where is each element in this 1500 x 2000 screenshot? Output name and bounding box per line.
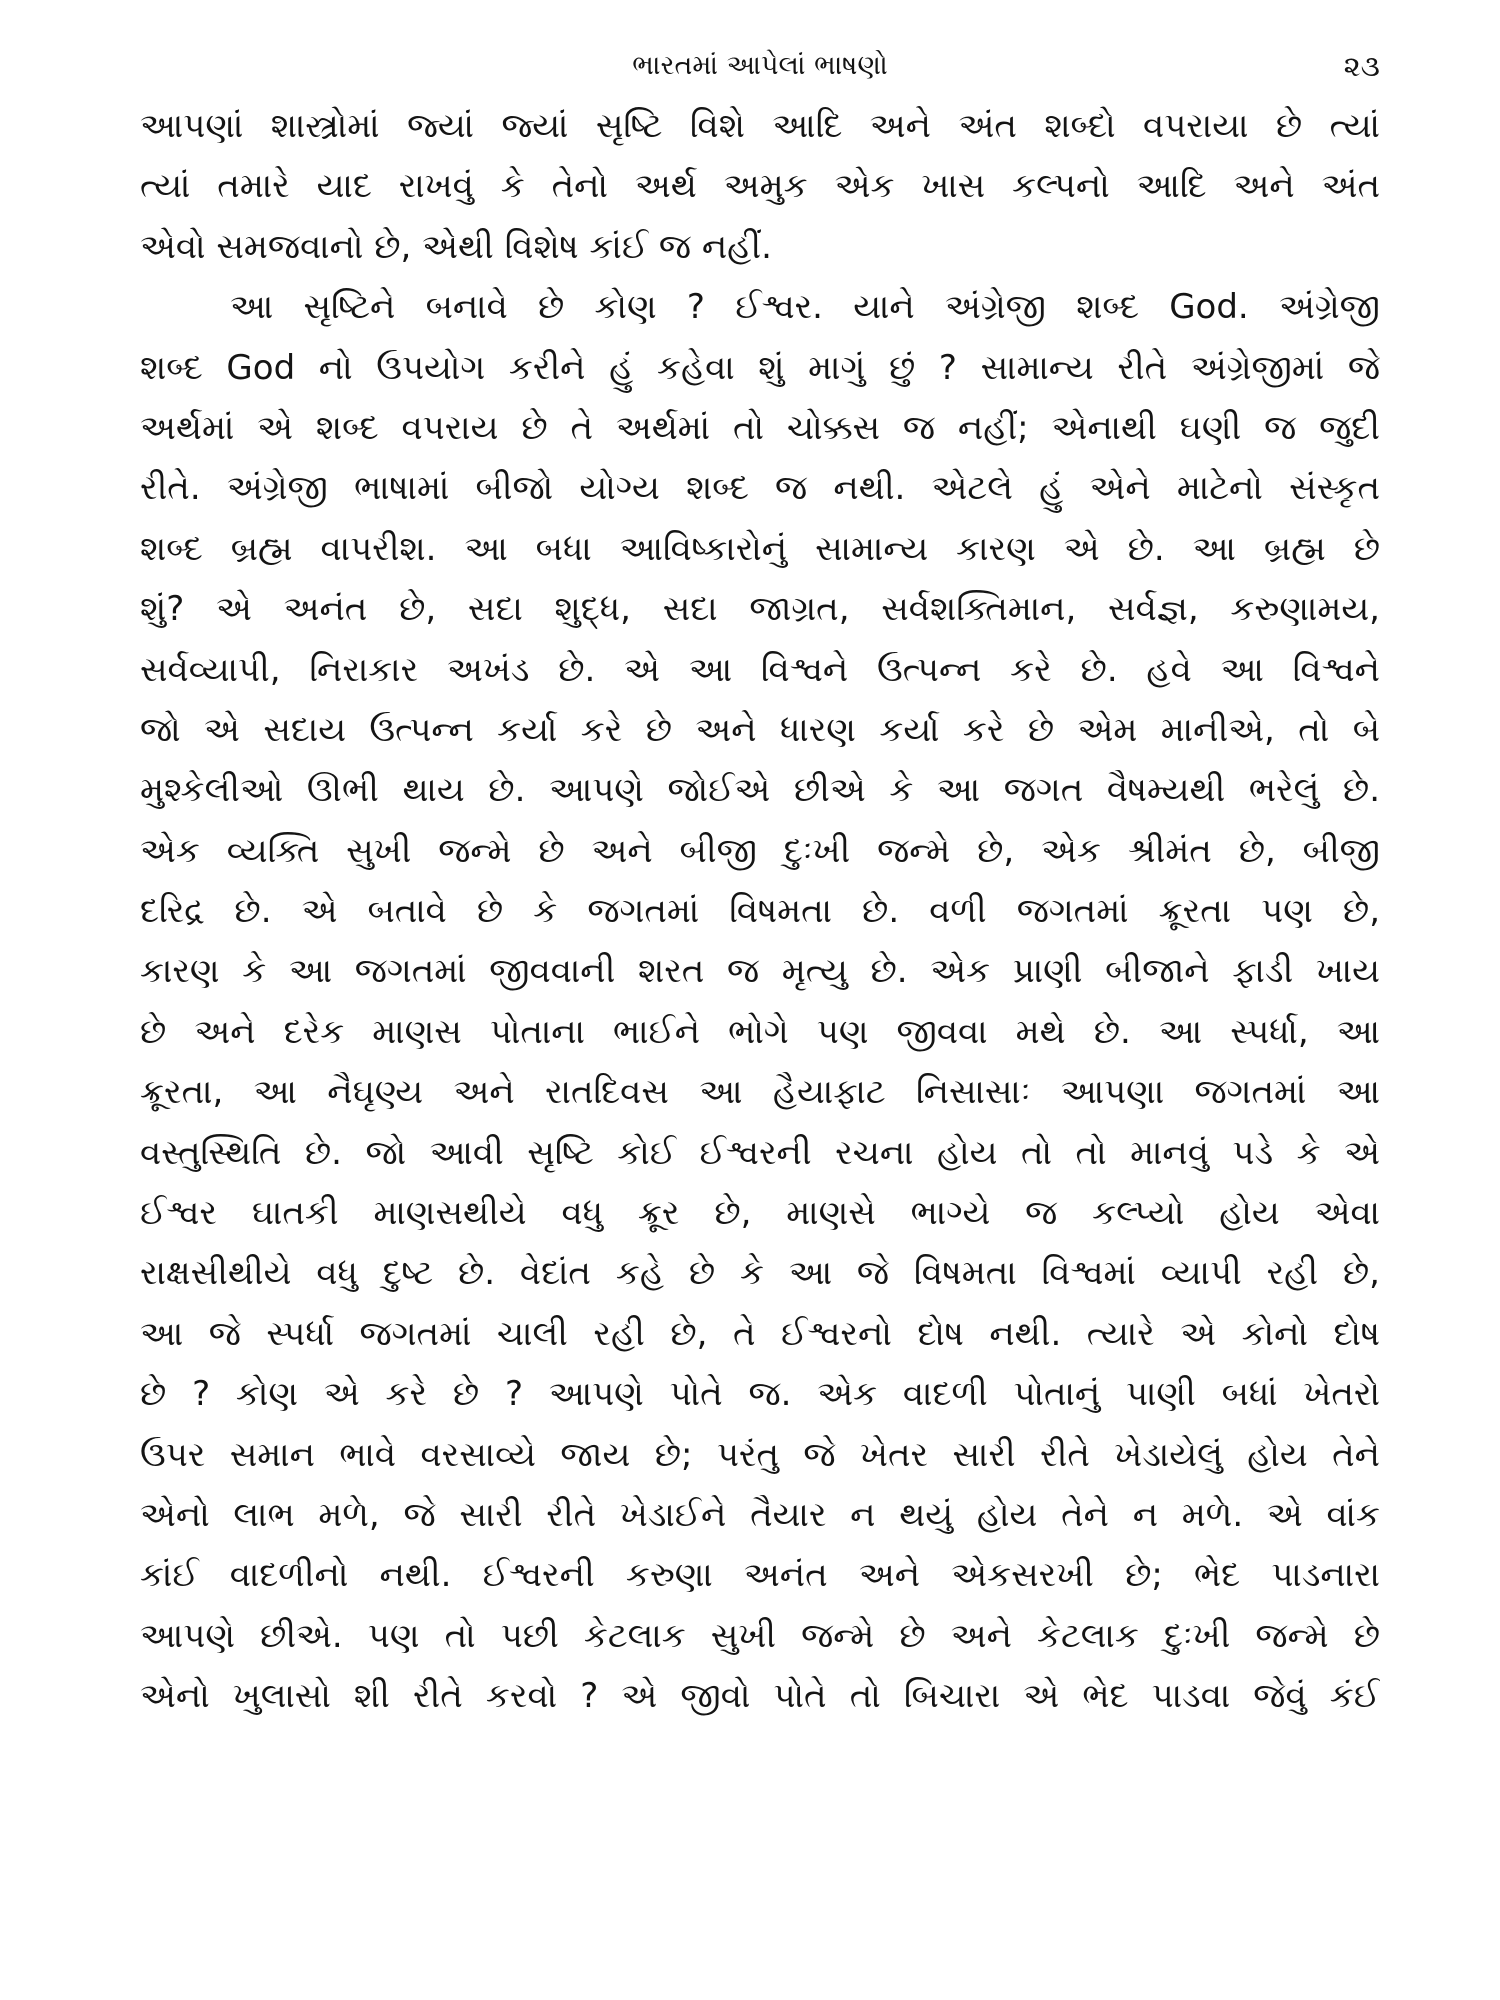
text-line: રીતે. અંગ્રેજી ભાષામાં બીજો યોગ્ય શબ્દ જ નથી. એટલે હું એને માટેનો સંસ્કૃત (140, 468, 1380, 509)
text-line: કારણ કે આ જગતમાં જીવવાની શરત જ મૃત્યુ છે. એક પ્રાણી બીજાને ફાડી ખાય (140, 951, 1380, 992)
text-line: આપણાં શાસ્ત્રોમાં જ્યાં જ્યાં સૃષ્ટિ વિશે આદિ અને અંત શબ્દો વપરાયા છે ત્યાં (140, 106, 1380, 146)
text-line: શબ્દ બ્રહ્મ વાપરીશ. આ બધા આવિષ્કારોનું સામાન્ય કારણ એ છે. આ બ્રહ્મ છે (140, 528, 1380, 569)
text-line: છે ? કોણ એ કરે છે ? આપણે પોતે જ. એક વાદળી પોતાનું પાણી બધાં ખેતરો (140, 1374, 1380, 1415)
text-line: શું? એ અનંત છે, સદા શુદ્ધ, સદા જાગ્રત, સર્વશક્તિમાન, સર્વજ્ઞ, કરુણામય, (140, 589, 1380, 630)
text-line: રાક્ષસીથીયે વધુ દુષ્ટ છે. વેદાંત કહે છે કે આ જે વિષમતા વિશ્વમાં વ્યાપી રહી છે, (140, 1253, 1380, 1294)
body-text (140, 96, 1380, 1727)
text-line: દરિદ્ર છે. એ બતાવે છે કે જગતમાં વિષમતા છે. વળી જગતમાં ક્રૂરતા પણ છે, (140, 891, 1380, 932)
text-line: અર્થમાં એ શબ્દ વપરાય છે તે અર્થમાં તો ચોક્કસ જ નહીં; એનાથી ઘણી જ જુદી (140, 407, 1380, 448)
text-line: આ જે સ્પર્ધા જગતમાં ચાલી રહી છે, તે ઈશ્વરનો દોષ નથી. ત્યારે એ કોનો દોષ (140, 1313, 1380, 1354)
page-number: ૨૩ (1343, 49, 1380, 83)
text-line: ઉપર સમાન ભાવે વરસાવ્યે જાય છે; પરંતુ જે ખેતર સારી રીતે ખેડાયેલું હોય તેને (140, 1434, 1380, 1475)
text-line: મુશ્કેલીઓ ઊભી થાય છે. આપણે જોઈએ છીએ કે આ જગત વૈષમ્યથી ભરેલું છે. (140, 770, 1380, 811)
text-line: ત્યાં તમારે યાદ રાખવું કે તેનો અર્થ અમુક એક ખાસ કલ્પનો આદિ અને અંત (140, 166, 1380, 207)
text-line: એક વ્યક્તિ સુખી જન્મે છે અને બીજી દુઃખી જન્મે છે, એક શ્રીમંત છે, બીજી (140, 830, 1380, 871)
text-line: એવો સમજવાનો છે, એથી વિશેષ કાંઈ જ નહીં. (140, 226, 772, 267)
text-line: આ સૃષ્ટિને બનાવે છે કોણ ? ઈશ્વર. યાને અંગ્રેજી શબ્દ God. અંગ્રેજી (230, 287, 1380, 328)
text-line: આપણે છીએ. પણ તો પછી કેટલાક સુખી જન્મે છે અને કેટલાક દુઃખી જન્મે છે (140, 1615, 1380, 1656)
text-line: છે અને દરેક માણસ પોતાના ભાઈને ભોગે પણ જીવવા મથે છે. આ સ્પર્ધા, આ (140, 1011, 1380, 1052)
text-line: શબ્દ God નો ઉપયોગ કરીને હું કહેવા શું માગું છું ? સામાન્ય રીતે અંગ્રેજીમાં જે (140, 347, 1380, 388)
text-line: એનો ખુલાસો શી રીતે કરવો ? એ જીવો પોતે તો બિચારા એ ભેદ પાડવા જેવું કંઈ (140, 1676, 1380, 1717)
text-line: જો એ સદાય ઉત્પન્ન કર્યા કરે છે અને ધારણ કર્યા કરે છે એમ માનીએ, તો બે (140, 709, 1380, 750)
text-line: વસ્તુસ્થિતિ છે. જો આવી સૃષ્ટિ કોઈ ઈશ્વરની રચના હોય તો તો માનવું પડે કે એ (140, 1132, 1380, 1173)
text-line: કાંઈ વાદળીનો નથી. ઈશ્વરની કરુણા અનંત અને એકસરખી છે; ભેદ પાડનારા (140, 1555, 1380, 1596)
running-header (140, 42, 1380, 90)
text-line: એનો લાભ મળે, જે સારી રીતે ખેડાઈને તૈયાર ન થયું હોય તેને ન મળે. એ વાંક (140, 1494, 1380, 1535)
text-line: ઈશ્વર ઘાતકી માણસથીયે વધુ ક્રૂર છે, માણસે ભાગ્યે જ કલ્પ્યો હોય એવા (140, 1193, 1380, 1234)
text-line: ક્રૂરતા, આ નૈઘૃણ્ય અને રાતદિવસ આ હૈયાફાટ નિસાસાઃ આપણા જગતમાં આ (140, 1072, 1380, 1113)
running-title: ભારતમાં આપેલાં ભાષણો (632, 50, 888, 81)
text-line: સર્વવ્યાપી, નિરાકાર અખંડ છે. એ આ વિશ્વને ઉત્પન્ન કરે છે. હવે આ વિશ્વને (140, 649, 1380, 690)
